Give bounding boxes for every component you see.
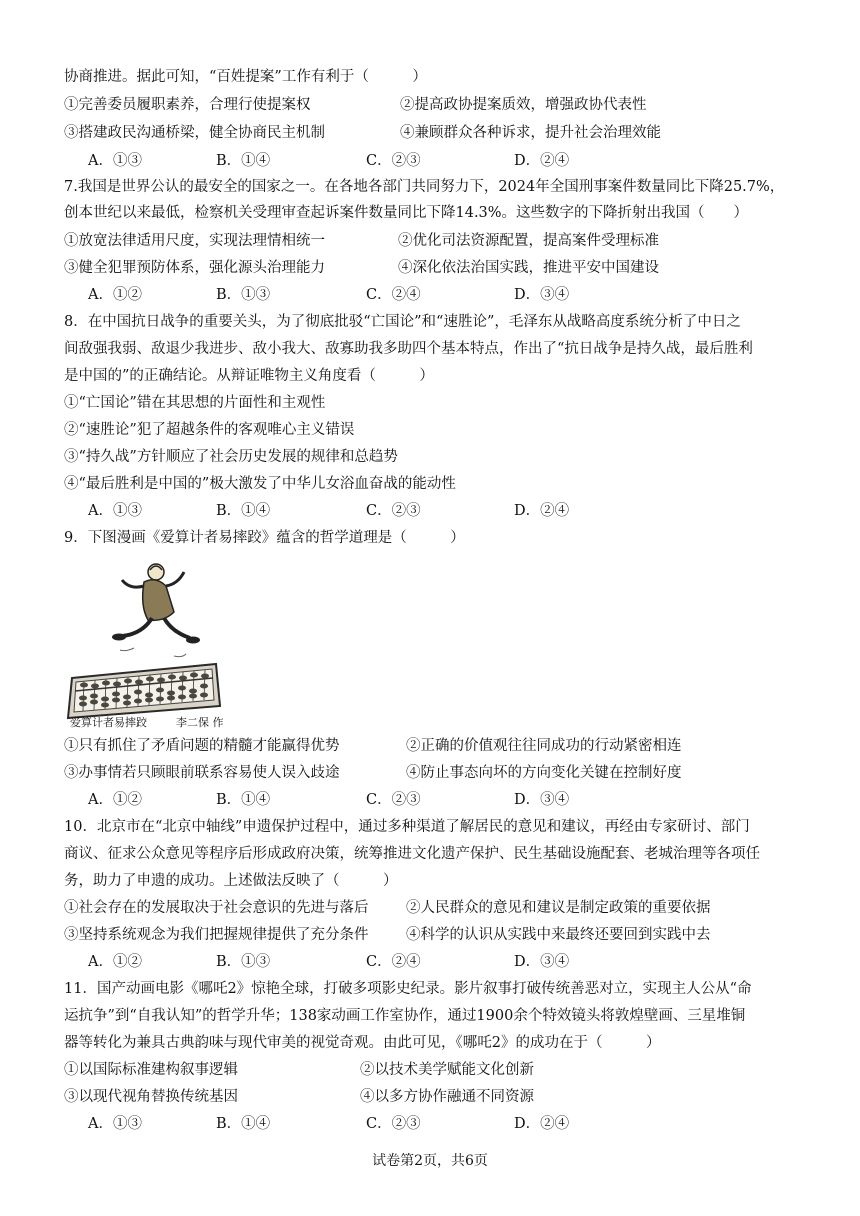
q7-stem-line-2: 创本世纪以来最低，检察机关受理审查起诉案件数量同比下降14.3%。这些数字的下降折射出我国（ ） [64,205,749,221]
q10-choice-d[interactable]: D．③④ [514,954,570,970]
q9-option-4: ④防止事态向坏的方向变化关键在控制好度 [406,765,682,781]
q6-stem-line: 协商推进。据此可知，“百姓提案”工作有利于（ ） [64,69,427,85]
q11-choice-c[interactable]: C．②③ [366,1116,421,1132]
q9-option-1: ①只有抓住了矛盾问题的精髓才能赢得优势 [64,738,340,754]
q9-option-2: ②正确的价值观往往同成功的行动紧密相连 [406,738,682,754]
q6-choice-a[interactable]: A．①③ [88,153,142,169]
q10-stem-line-1: 10．北京市在“北京中轴线”申遗保护过程中，通过多种渠道了解居民的意见和建议，再经由专家研讨、部门 [64,819,750,835]
q10-stem-line-3: 务，助力了申遗的成功。上述做法反映了（ ） [64,873,398,889]
q9-choice-a[interactable]: A．①② [88,792,142,808]
q6-choice-d[interactable]: D．②④ [514,153,570,169]
q8-option-2: ②“速胜论”犯了超越条件的客观唯心主义错误 [64,422,355,438]
q11-choice-d[interactable]: D．②④ [514,1116,570,1132]
q10-option-1: ①社会存在的发展取决于社会意识的先进与落后 [64,900,369,916]
q7-choice-c[interactable]: C．②④ [366,287,421,303]
q11-stem-line-3: 器等转化为兼具古典韵味与现代审美的视觉奇观。由此可见，《哪吒2》的成功在于（ ） [64,1035,661,1051]
q10-choice-a[interactable]: A．①② [88,954,142,970]
comic-author: 李二保 作 [176,716,224,729]
q10-choice-c[interactable]: C．②④ [366,954,421,970]
q8-choice-c[interactable]: C．②③ [366,503,421,519]
q7-choice-b[interactable]: B．①③ [216,287,271,303]
q8-option-3: ③“持久战”方针顺应了社会历史发展的规律和总趋势 [64,449,398,465]
q9-stem: 9．下图漫画《爱算计者易摔跤》蕴含的哲学道理是（ ） [64,530,465,546]
q11-option-2: ②以技术美学赋能文化创新 [360,1062,534,1078]
q8-choice-b[interactable]: B．①④ [216,503,271,519]
q6-choice-b[interactable]: B．①④ [216,153,271,169]
q10-choice-b[interactable]: B．①③ [216,954,271,970]
q10-stem-line-2: 商议、征求公众意见等程序后形成政府决策，统筹推进文化遗产保护、民生基础设施配套、老城治理等各项任 [64,846,760,862]
q8-stem-line-1: 8．在中国抗日战争的重要关头，为了彻底批驳“亡国论”和“速胜论”，毛泽东从战略高度系统分析了中日之 [64,314,741,330]
page-footer: 试卷第2页，共6页 [372,1153,488,1169]
q7-choice-d[interactable]: D．③④ [514,287,570,303]
falling-man-icon [112,564,200,657]
q11-stem-line-1: 11．国产动画电影《哪吒2》惊艳全球，打破多项影史纪录。影片叙事打破传统善恶对立，实现主人公从“命 [64,981,752,997]
q6-option-4: ④兼顾群众各种诉求，提升社会治理效能 [400,125,661,141]
q10-option-2: ②人民群众的意见和建议是制定政策的重要依据 [406,900,711,916]
q8-stem-line-3: 是中国的”的正确结论。从辩证唯物主义角度看（ ） [64,368,434,384]
q8-stem-line-2: 间敌强我弱、敌退少我进步、敌小我大、敌寡助我多助四个基本特点，作出了“抗日战争是持久战，最后胜利 [64,341,753,357]
q7-option-4: ④深化依法治国实践，推进平安中国建设 [398,260,659,276]
q11-choice-a[interactable]: A．①③ [88,1116,142,1132]
q8-option-1: ①“亡国论”错在其思想的片面性和主观性 [64,395,326,411]
q11-stem-line-2: 运抗争”到“自我认知”的哲学升华；138家动画工作室协作，通过1900余个特效镜头将敦煌壁画、三星堆铜 [64,1008,746,1024]
q9-choice-c[interactable]: C．②③ [366,792,421,808]
q8-option-4: ④“最后胜利是中国的”极大激发了中华儿女浴血奋战的能动性 [64,476,456,492]
q8-choice-d[interactable]: D．②④ [514,503,570,519]
q6-choice-c[interactable]: C．②③ [366,153,421,169]
comic-illustration [64,560,224,732]
q11-choice-b[interactable]: B．①④ [216,1116,271,1132]
q9-choice-d[interactable]: D．③④ [514,792,570,808]
q9-choice-b[interactable]: B．①④ [216,792,271,808]
q6-option-3: ③搭建政民沟通桥梁，健全协商民主机制 [64,125,325,141]
q7-option-3: ③健全犯罪预防体系，强化源头治理能力 [64,260,325,276]
q11-option-4: ④以多方协作融通不同资源 [360,1089,534,1105]
comic-title: 爱算计者易摔跤 [70,716,147,729]
q10-option-3: ③坚持系统观念为我们把握规律提供了充分条件 [64,927,369,943]
q7-choice-a[interactable]: A．①② [88,287,142,303]
q6-option-1: ①完善委员履职素养，合理行使提案权 [64,97,311,113]
q11-option-3: ③以现代视角替换传统基因 [64,1089,238,1105]
q6-option-2: ②提高政协提案质效，增强政协代表性 [400,97,647,113]
abacus-icon [68,664,220,718]
q11-option-1: ①以国际标准建构叙事逻辑 [64,1062,238,1078]
q8-choice-a[interactable]: A．①③ [88,503,142,519]
q9-option-3: ③办事情若只顾眼前联系容易使人误入歧途 [64,765,340,781]
q7-stem-line-1: 7.我国是世界公认的最安全的国家之一。在各地各部门共同努力下，2024年全国刑事案件数量同比下降25.7%， [64,179,785,195]
q7-option-1: ①放宽法律适用尺度，实现法理情相统一 [64,233,325,249]
q10-option-4: ④科学的认识从实践中来最终还要回到实践中去 [406,927,711,943]
q7-option-2: ②优化司法资源配置，提高案件受理标准 [398,233,659,249]
